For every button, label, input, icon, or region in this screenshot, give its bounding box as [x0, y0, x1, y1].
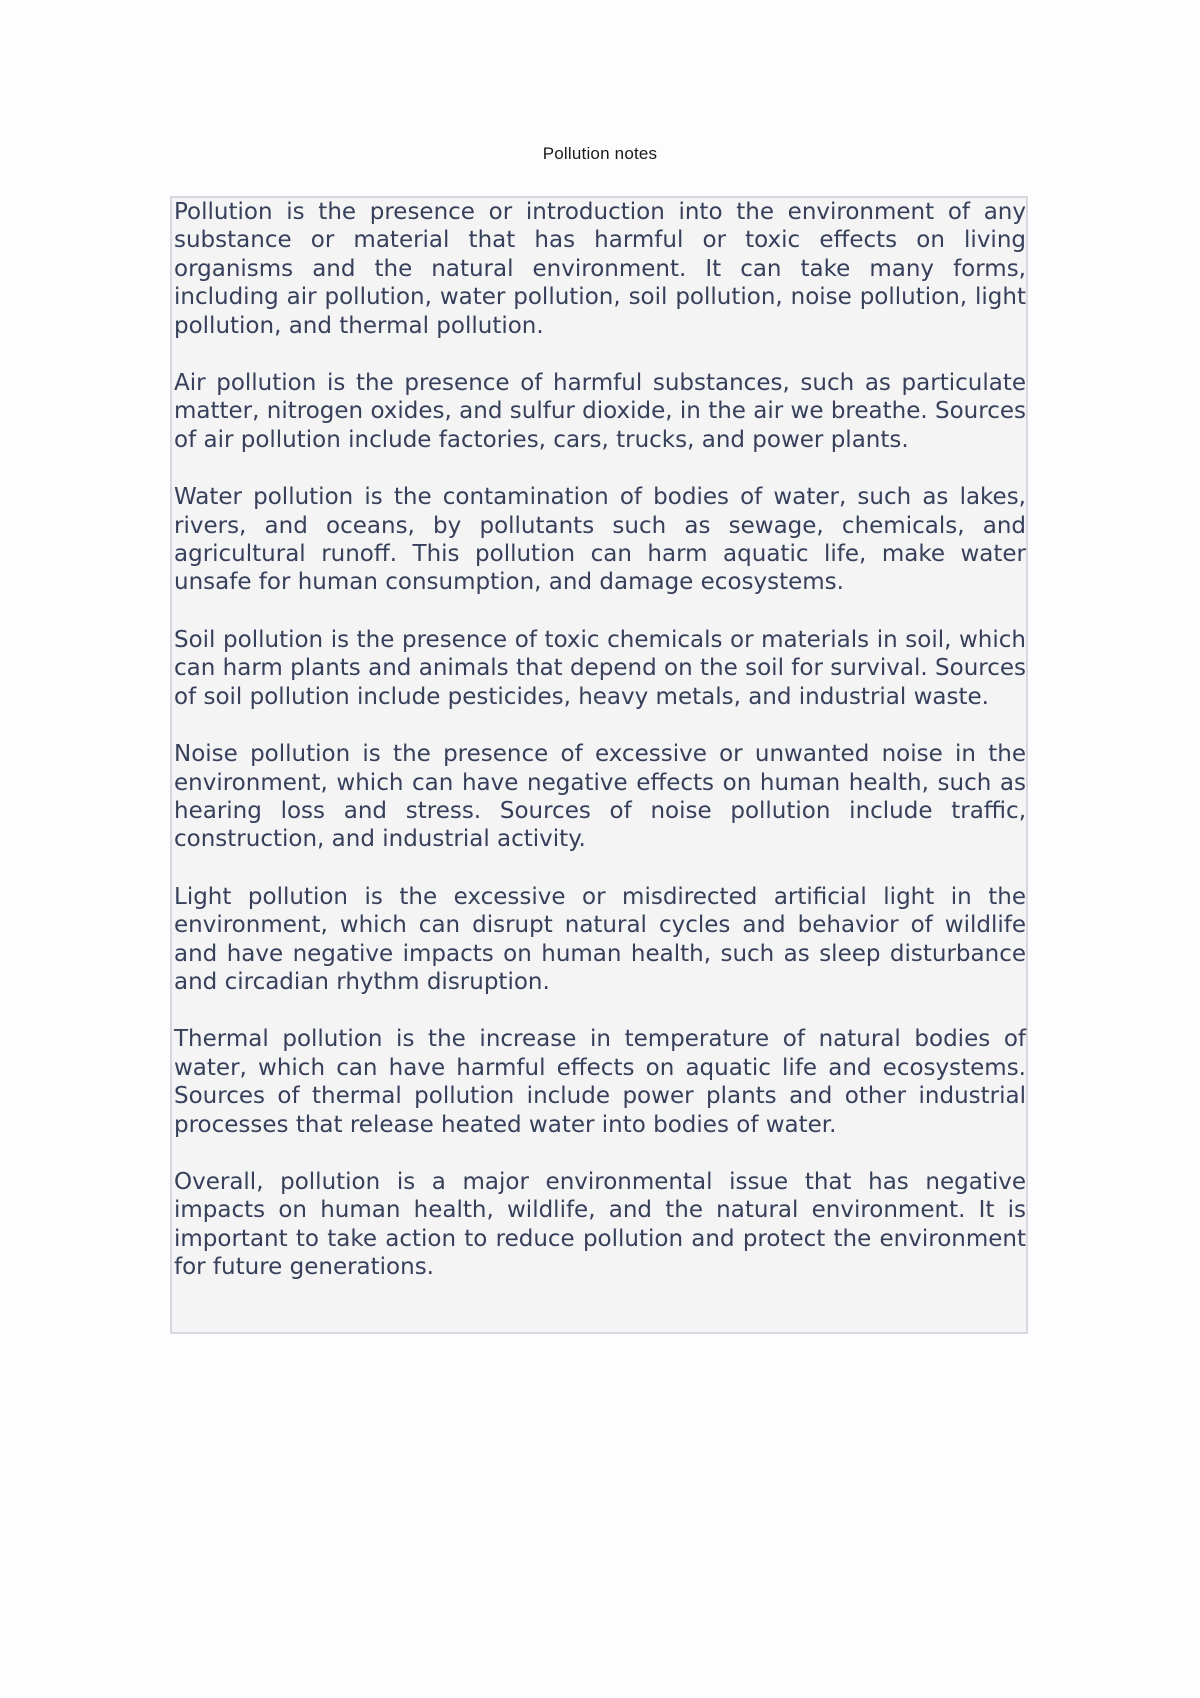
paragraph-thermal-pollution: Thermal pollution is the increase in temperature of natural bodies of water, which can have harmful effects on aquatic life and ecosystems. Sources of thermal pollution include power plants and other industrial processes that release heated water into bodies of water. — [174, 1026, 1026, 1138]
document-title: Pollution notes — [542, 144, 658, 163]
paragraph-light-pollution: Light pollution is the excessive or misdirected artificial light in the environment, which can disrupt natural cycles and behavior of wildlife and have negative impacts on human health, such as sleep disturbance and circadian rhythm disruption. — [174, 883, 1026, 995]
notes-text-box — [170, 196, 1028, 1334]
paragraph-noise-pollution: Noise pollution is the presence of excessive or unwanted noise in the environment, which can have negative effects on human health, such as hearing loss and stress. Sources of noise pollution include traffic, construction, and industrial activity. — [174, 741, 1026, 853]
paragraph-air-pollution: Air pollution is the presence of harmful substances, such as particulate matter, nitrogen oxides, and sulfur dioxide, in the air we breathe. Sources of air pollution include factories, cars, trucks, and power plants. — [174, 370, 1026, 453]
paragraph-pollution-definition: Pollution is the presence or introduction into the environment of any substance or material that has harmful or toxic effects on living organisms and the natural environment. It can take many forms, including air pollution, water pollution, soil pollution, noise pollution, light pollution, and thermal pollution. — [174, 199, 1026, 339]
paragraph-overall-summary: Overall, pollution is a major environmental issue that has negative impacts on human health, wildlife, and the natural environment. It is important to take action to reduce pollution and protect the environment for future generations. — [174, 1168, 1026, 1281]
paragraph-water-pollution: Water pollution is the contamination of bodies of water, such as lakes, rivers, and oceans, by pollutants such as sewage, chemicals, and agricultural runoff. This pollution can harm aquatic life, make water unsafe for human consumption, and damage ecosystems. — [174, 484, 1026, 596]
paragraph-soil-pollution: Soil pollution is the presence of toxic chemicals or materials in soil, which can harm plants and animals that depend on the soil for survival. Sources of soil pollution include pesticides, heavy metals, and industrial waste. — [174, 626, 1026, 710]
